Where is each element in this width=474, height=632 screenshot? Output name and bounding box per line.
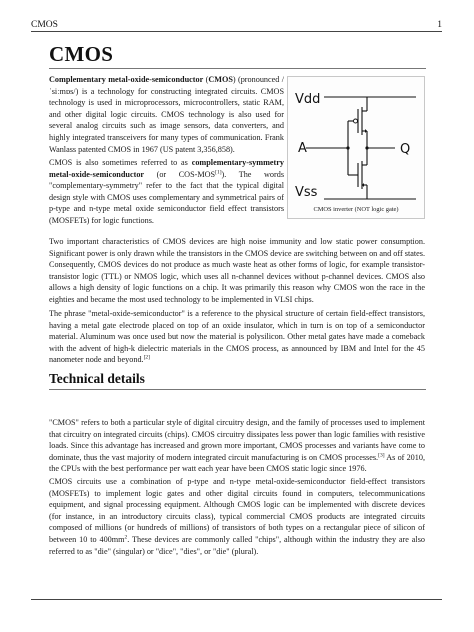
technical-paragraph-1 (49, 417, 425, 475)
body-paragraph-2 (49, 308, 425, 366)
technical-paragraph-1-text: "CMOS" refers to both a particular style of digital circuitry design, and the family of processes used to implement that circuitry on integrated circuits (chips). CMOS circuitry dissipates less power than logic families with resistive loads. Since this advantage has increased and grown more important, CMOS processes and variants have come to dominate, thus the vast majority of modern integrated circuit manufacturing is on CMOS processes. (49, 418, 425, 462)
term-complementary-symmetry: complementary-symmetry metal-oxide-semiconductor (49, 158, 284, 179)
input-a-label: A (298, 141, 307, 156)
intro-paragraph-1-text: ) (pronounced /ˈsiːmɒs/) is a technology for constructing integrated circuits. CMOS technology is used in microprocessors, microcontrollers, static RAM, and other digital logic circuits. CMOS technology is also used for several analog circuits such as image sensors, data converters, and highly integrated transceivers for many types of communication. Frank Wanlass patented CMOS in 1967 (US patent 3,356,858). (49, 75, 284, 154)
technical-paragraph-2-text: CMOS circuits use a combination of p-type and n-type metal-oxide-semiconductor field-effect transistors (MOSFETs) to implement logic gates and other digital circuits found in computers, telecommunications equipment, and signal processing equipment. Although CMOS logic can be implemented with discrete devices (for instance, in an introductory circuits class), typical commercial CMOS products are integrated circuits composed of millions (or hundreds of millions) of transistors of both types on a rectangular piece of silicon of between 10 to 400mm (49, 477, 425, 544)
vss-label: Vss (295, 185, 318, 200)
intro-paragraph-2-text: ). The words "complementary-symmetry" refer to the fact that the typical digital design style with CMOS uses complementary and symmetrical pairs of p-type and n-type metal oxide semiconductor field effect transistors (MOSFETs) for logic functions. (49, 169, 285, 225)
intro-paragraph-2-lead: CMOS is also sometimes referred to as (49, 158, 192, 167)
term-cmos-full: Complementary metal-oxide-semiconductor (49, 75, 204, 84)
page-title: CMOS (49, 42, 114, 66)
header-rule (31, 31, 442, 32)
technical-paragraph-2-tail: . These devices are commonly called "chips", although within the industry they are also referred to as "die" (singular) or "dice", "dies", or "die" (plural). (49, 534, 425, 556)
section-rule (49, 389, 426, 390)
body-paragraph-1: Two important characteristics of CMOS devices are high noise immunity and low static power consumption. Significant power is only drawn while the transistors in the CMOS device are switching between on and off states. Consequently, CMOS devices do not produce as much waste heat as other forms of logic, for example transistor-transistor logic (TTL) or NMOS logic, which uses all n-channel devices without p-channel devices. CMOS also allows a high density of logic functions on a chip. It was primarily this reason why CMOS won the race in the eighties and became the most used technology to be implemented in VLSI chips. (49, 237, 425, 304)
intro-paragraph-2-mid: (or COS-MOS (144, 169, 216, 179)
superscript-squared: 2 (124, 534, 128, 541)
technical-paragraph-1-tail: As of 2010, the CPUs with the best performance per watt each year have been CMOS static logic since 1976. (49, 452, 426, 474)
figure-caption: CMOS inverter (NOT logic gate) (313, 206, 399, 213)
output-q-label: Q (400, 142, 411, 157)
citation-3[interactable]: [3] (378, 452, 385, 459)
cmos-inverter-schematic (288, 77, 426, 220)
citation-1[interactable]: [1] (215, 168, 222, 175)
intro-paragraph-2 (49, 157, 284, 227)
paren-open: ( (203, 75, 209, 84)
running-header (31, 19, 442, 31)
cmos-inverter-figure (287, 76, 425, 219)
term-cmos-abbr: CMOS (208, 75, 233, 84)
page-number: 1 (437, 20, 442, 30)
intro-paragraph-1 (49, 74, 284, 155)
running-header-title: CMOS (31, 20, 58, 30)
footer-rule (31, 599, 442, 600)
citation-2[interactable]: [2] (143, 354, 151, 361)
technical-paragraph-2 (49, 476, 425, 557)
section-heading-technical-details: Technical details (49, 371, 145, 386)
title-rule (49, 68, 426, 69)
body-paragraph-2-text: The phrase "metal-oxide-semiconductor" is a reference to the physical structure of certain field-effect transistors, having a metal gate electrode placed on top of an oxide insulator, which in turn is on top of a semiconductor material. Aluminum was once used but now the material is polysilicon. Other metal gates have made a comeback with the advent of high-k dielectric materials in the CMOS process, as announced by IBM and Intel for the 45 nanometer node and beyond. (49, 309, 425, 365)
vdd-label: Vdd (295, 92, 321, 107)
